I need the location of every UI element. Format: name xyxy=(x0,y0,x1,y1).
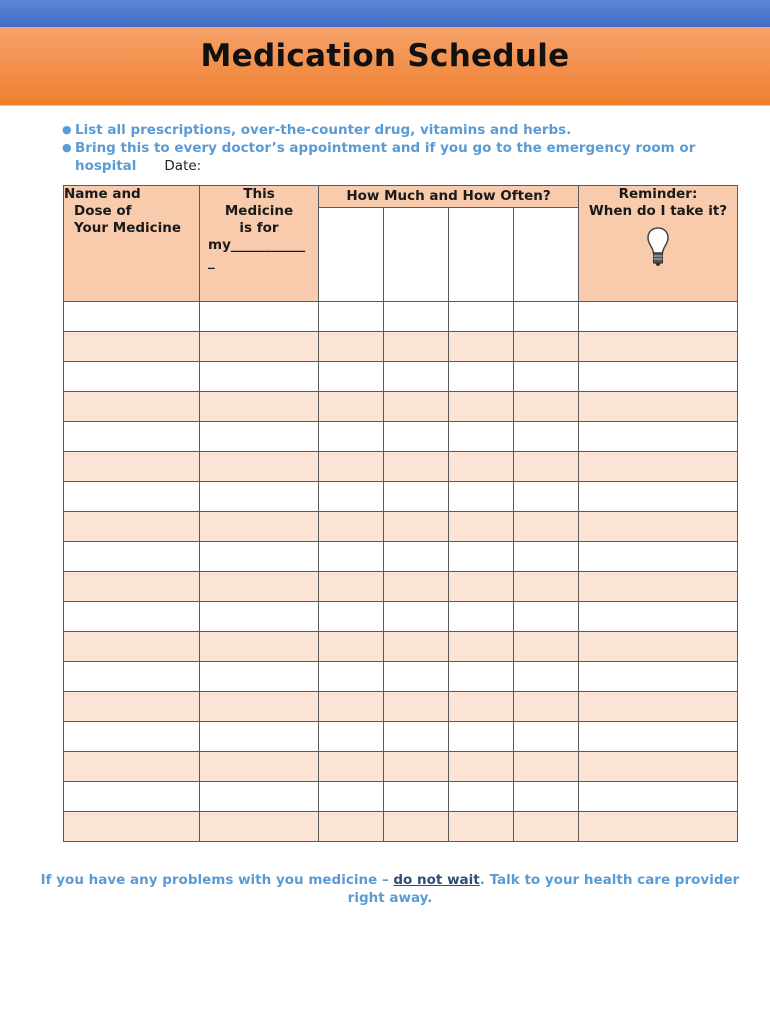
cell-dose-4[interactable] xyxy=(514,362,579,392)
cell-medicine-for[interactable] xyxy=(200,752,319,782)
cell-dose-4[interactable] xyxy=(514,722,579,752)
cell-medicine-name[interactable] xyxy=(64,692,200,722)
instruction-text: Bring this to every doctor’s appointment and if you go to the emergency room or hospital xyxy=(75,140,696,174)
cell-medicine-for[interactable] xyxy=(200,512,319,542)
cell-medicine-name[interactable] xyxy=(64,722,200,752)
cell-dose-3[interactable] xyxy=(449,752,514,782)
footer-emphasis: do not wait xyxy=(393,872,480,888)
cell-reminder[interactable] xyxy=(579,812,738,842)
cell-reminder[interactable] xyxy=(579,722,738,752)
cell-dose-3[interactable] xyxy=(449,302,514,332)
cell-medicine-for[interactable] xyxy=(200,662,319,692)
header-line: _ xyxy=(208,254,215,270)
cell-medicine-for[interactable] xyxy=(200,542,319,572)
cell-dose-3[interactable] xyxy=(449,422,514,452)
table-body xyxy=(64,302,738,842)
cell-dose-1[interactable] xyxy=(319,722,384,752)
cell-medicine-for[interactable] xyxy=(200,812,319,842)
cell-dose-2[interactable] xyxy=(384,302,449,332)
cell-medicine-for[interactable] xyxy=(200,692,319,722)
footer-text: . Talk to your health care provider right away. xyxy=(347,872,740,906)
cell-dose-2[interactable] xyxy=(384,452,449,482)
cell-medicine-for[interactable] xyxy=(200,632,319,662)
table-row xyxy=(64,812,738,842)
header-line: Name and xyxy=(64,186,141,202)
cell-dose-1[interactable] xyxy=(319,632,384,662)
cell-dose-1[interactable] xyxy=(319,482,384,512)
header-line: Reminder: xyxy=(618,186,698,202)
cell-dose-3[interactable] xyxy=(449,572,514,602)
table-row xyxy=(64,752,738,782)
cell-reminder[interactable] xyxy=(579,542,738,572)
cell-reminder[interactable] xyxy=(579,782,738,812)
cell-reminder[interactable] xyxy=(579,632,738,662)
cell-dose-2[interactable] xyxy=(384,752,449,782)
cell-reminder[interactable] xyxy=(579,332,738,362)
cell-dose-4[interactable] xyxy=(514,542,579,572)
header-line: my___________ xyxy=(208,237,306,253)
cell-dose-4[interactable] xyxy=(514,662,579,692)
cell-dose-3[interactable] xyxy=(449,482,514,512)
table-row xyxy=(64,692,738,722)
cell-medicine-for[interactable] xyxy=(200,302,319,332)
table-row xyxy=(64,362,738,392)
cell-dose-4[interactable] xyxy=(514,632,579,662)
cell-dose-1[interactable] xyxy=(319,542,384,572)
cell-dose-1[interactable] xyxy=(319,392,384,422)
cell-medicine-name[interactable] xyxy=(64,662,200,692)
cell-dose-4[interactable] xyxy=(514,302,579,332)
cell-reminder[interactable] xyxy=(579,512,738,542)
cell-dose-2[interactable] xyxy=(384,542,449,572)
cell-dose-3[interactable] xyxy=(449,662,514,692)
cell-reminder[interactable] xyxy=(579,692,738,722)
header-line: Your Medicine xyxy=(74,220,182,236)
instruction-text: List all prescriptions, over-the-counter drug, vitamins and herbs. xyxy=(75,122,572,138)
cell-dose-1[interactable] xyxy=(319,332,384,362)
cell-dose-4[interactable] xyxy=(514,572,579,602)
cell-dose-1[interactable] xyxy=(319,782,384,812)
cell-dose-3[interactable] xyxy=(449,332,514,362)
cell-medicine-name[interactable] xyxy=(64,332,200,362)
cell-dose-2[interactable] xyxy=(384,812,449,842)
cell-dose-1[interactable] xyxy=(319,752,384,782)
instructions xyxy=(62,121,742,175)
cell-dose-1[interactable] xyxy=(319,812,384,842)
cell-dose-3[interactable] xyxy=(449,782,514,812)
cell-dose-4[interactable] xyxy=(514,812,579,842)
cell-dose-1[interactable] xyxy=(319,662,384,692)
date-label: Date: xyxy=(164,158,202,174)
table-row xyxy=(64,332,738,362)
cell-dose-3[interactable] xyxy=(449,512,514,542)
table-row xyxy=(64,512,738,542)
header-line: When do I take it? xyxy=(588,203,728,219)
cell-dose-3[interactable] xyxy=(449,632,514,662)
frequency-slot[interactable] xyxy=(514,208,579,302)
cell-dose-2[interactable] xyxy=(384,422,449,452)
header-line: Medicine xyxy=(224,203,294,219)
cell-dose-4[interactable] xyxy=(514,512,579,542)
cell-dose-2[interactable] xyxy=(384,572,449,602)
cell-dose-4[interactable] xyxy=(514,692,579,722)
cell-dose-4[interactable] xyxy=(514,752,579,782)
table-row xyxy=(64,722,738,752)
lightbulb-icon xyxy=(646,226,670,268)
cell-dose-4[interactable] xyxy=(514,782,579,812)
cell-dose-2[interactable] xyxy=(384,662,449,692)
cell-medicine-name[interactable] xyxy=(64,302,200,332)
table-row xyxy=(64,602,738,632)
cell-reminder[interactable] xyxy=(579,662,738,692)
header-line: This xyxy=(243,186,275,202)
footer-text: If you have any problems with you medicine – xyxy=(40,872,394,888)
cell-dose-3[interactable] xyxy=(449,722,514,752)
cell-dose-3[interactable] xyxy=(449,392,514,422)
cell-medicine-name[interactable] xyxy=(64,452,200,482)
frequency-slot[interactable] xyxy=(319,208,384,302)
cell-dose-2[interactable] xyxy=(384,482,449,512)
cell-medicine-name[interactable] xyxy=(64,572,200,602)
cell-dose-3[interactable] xyxy=(449,542,514,572)
cell-medicine-name[interactable] xyxy=(64,542,200,572)
cell-medicine-for[interactable] xyxy=(200,392,319,422)
cell-medicine-name[interactable] xyxy=(64,482,200,512)
cell-dose-4[interactable] xyxy=(514,422,579,452)
cell-reminder[interactable] xyxy=(579,572,738,602)
cell-dose-1[interactable] xyxy=(319,602,384,632)
cell-dose-3[interactable] xyxy=(449,602,514,632)
header-medicine-for xyxy=(200,186,319,302)
cell-medicine-name[interactable] xyxy=(64,632,200,662)
cell-medicine-name[interactable] xyxy=(64,812,200,842)
cell-medicine-name[interactable] xyxy=(64,512,200,542)
top-color-strip xyxy=(0,0,770,27)
cell-medicine-for[interactable] xyxy=(200,722,319,752)
cell-dose-3[interactable] xyxy=(449,812,514,842)
cell-dose-4[interactable] xyxy=(514,332,579,362)
cell-reminder[interactable] xyxy=(579,482,738,512)
cell-reminder[interactable] xyxy=(579,422,738,452)
cell-reminder[interactable] xyxy=(579,452,738,482)
cell-medicine-name[interactable] xyxy=(64,782,200,812)
cell-dose-1[interactable] xyxy=(319,512,384,542)
cell-medicine-for[interactable] xyxy=(200,452,319,482)
instruction-item xyxy=(62,121,742,139)
header-how-much: How Much and How Often? xyxy=(319,186,579,208)
cell-dose-2[interactable] xyxy=(384,392,449,422)
table-row xyxy=(64,422,738,452)
cell-dose-2[interactable] xyxy=(384,782,449,812)
cell-dose-4[interactable] xyxy=(514,392,579,422)
cell-medicine-for[interactable] xyxy=(200,572,319,602)
cell-dose-1[interactable] xyxy=(319,302,384,332)
cell-dose-3[interactable] xyxy=(449,452,514,482)
cell-medicine-for[interactable] xyxy=(200,602,319,632)
cell-dose-2[interactable] xyxy=(384,692,449,722)
bullet-icon: ● xyxy=(62,123,72,136)
cell-medicine-for[interactable] xyxy=(200,422,319,452)
cell-reminder[interactable] xyxy=(579,362,738,392)
cell-dose-4[interactable] xyxy=(514,482,579,512)
table-row xyxy=(64,302,738,332)
page-title: Medication Schedule xyxy=(200,38,570,74)
cell-dose-2[interactable] xyxy=(384,722,449,752)
frequency-slot[interactable] xyxy=(384,208,449,302)
cell-dose-1[interactable] xyxy=(319,452,384,482)
cell-dose-3[interactable] xyxy=(449,692,514,722)
table-row xyxy=(64,482,738,512)
cell-reminder[interactable] xyxy=(579,752,738,782)
cell-dose-1[interactable] xyxy=(319,572,384,602)
cell-dose-2[interactable] xyxy=(384,362,449,392)
bullet-icon: ● xyxy=(62,141,72,154)
cell-medicine-name[interactable] xyxy=(64,422,200,452)
cell-dose-4[interactable] xyxy=(514,452,579,482)
cell-medicine-for[interactable] xyxy=(200,362,319,392)
cell-dose-2[interactable] xyxy=(384,602,449,632)
cell-medicine-name[interactable] xyxy=(64,602,200,632)
cell-dose-2[interactable] xyxy=(384,632,449,662)
table-row xyxy=(64,632,738,662)
table-row xyxy=(64,782,738,812)
header-reminder xyxy=(579,186,738,302)
cell-dose-3[interactable] xyxy=(449,362,514,392)
cell-dose-1[interactable] xyxy=(319,692,384,722)
table-row xyxy=(64,662,738,692)
cell-medicine-name[interactable] xyxy=(64,362,200,392)
footer-note xyxy=(40,871,740,907)
header-line: Dose of xyxy=(74,203,132,219)
cell-medicine-for[interactable] xyxy=(200,482,319,512)
frequency-slot[interactable] xyxy=(449,208,514,302)
cell-reminder[interactable] xyxy=(579,392,738,422)
cell-dose-1[interactable] xyxy=(319,362,384,392)
cell-medicine-for[interactable] xyxy=(200,782,319,812)
header-line: is for xyxy=(239,220,279,236)
cell-dose-4[interactable] xyxy=(514,602,579,632)
table-row xyxy=(64,392,738,422)
cell-medicine-name[interactable] xyxy=(64,752,200,782)
cell-dose-2[interactable] xyxy=(384,512,449,542)
medication-table xyxy=(63,185,738,842)
cell-reminder[interactable] xyxy=(579,302,738,332)
header-name-dose xyxy=(64,186,200,302)
cell-dose-1[interactable] xyxy=(319,422,384,452)
cell-dose-2[interactable] xyxy=(384,332,449,362)
table-row xyxy=(64,572,738,602)
instruction-item xyxy=(62,139,742,175)
cell-reminder[interactable] xyxy=(579,602,738,632)
cell-medicine-for[interactable] xyxy=(200,332,319,362)
table-row xyxy=(64,452,738,482)
table-row xyxy=(64,542,738,572)
cell-medicine-name[interactable] xyxy=(64,392,200,422)
